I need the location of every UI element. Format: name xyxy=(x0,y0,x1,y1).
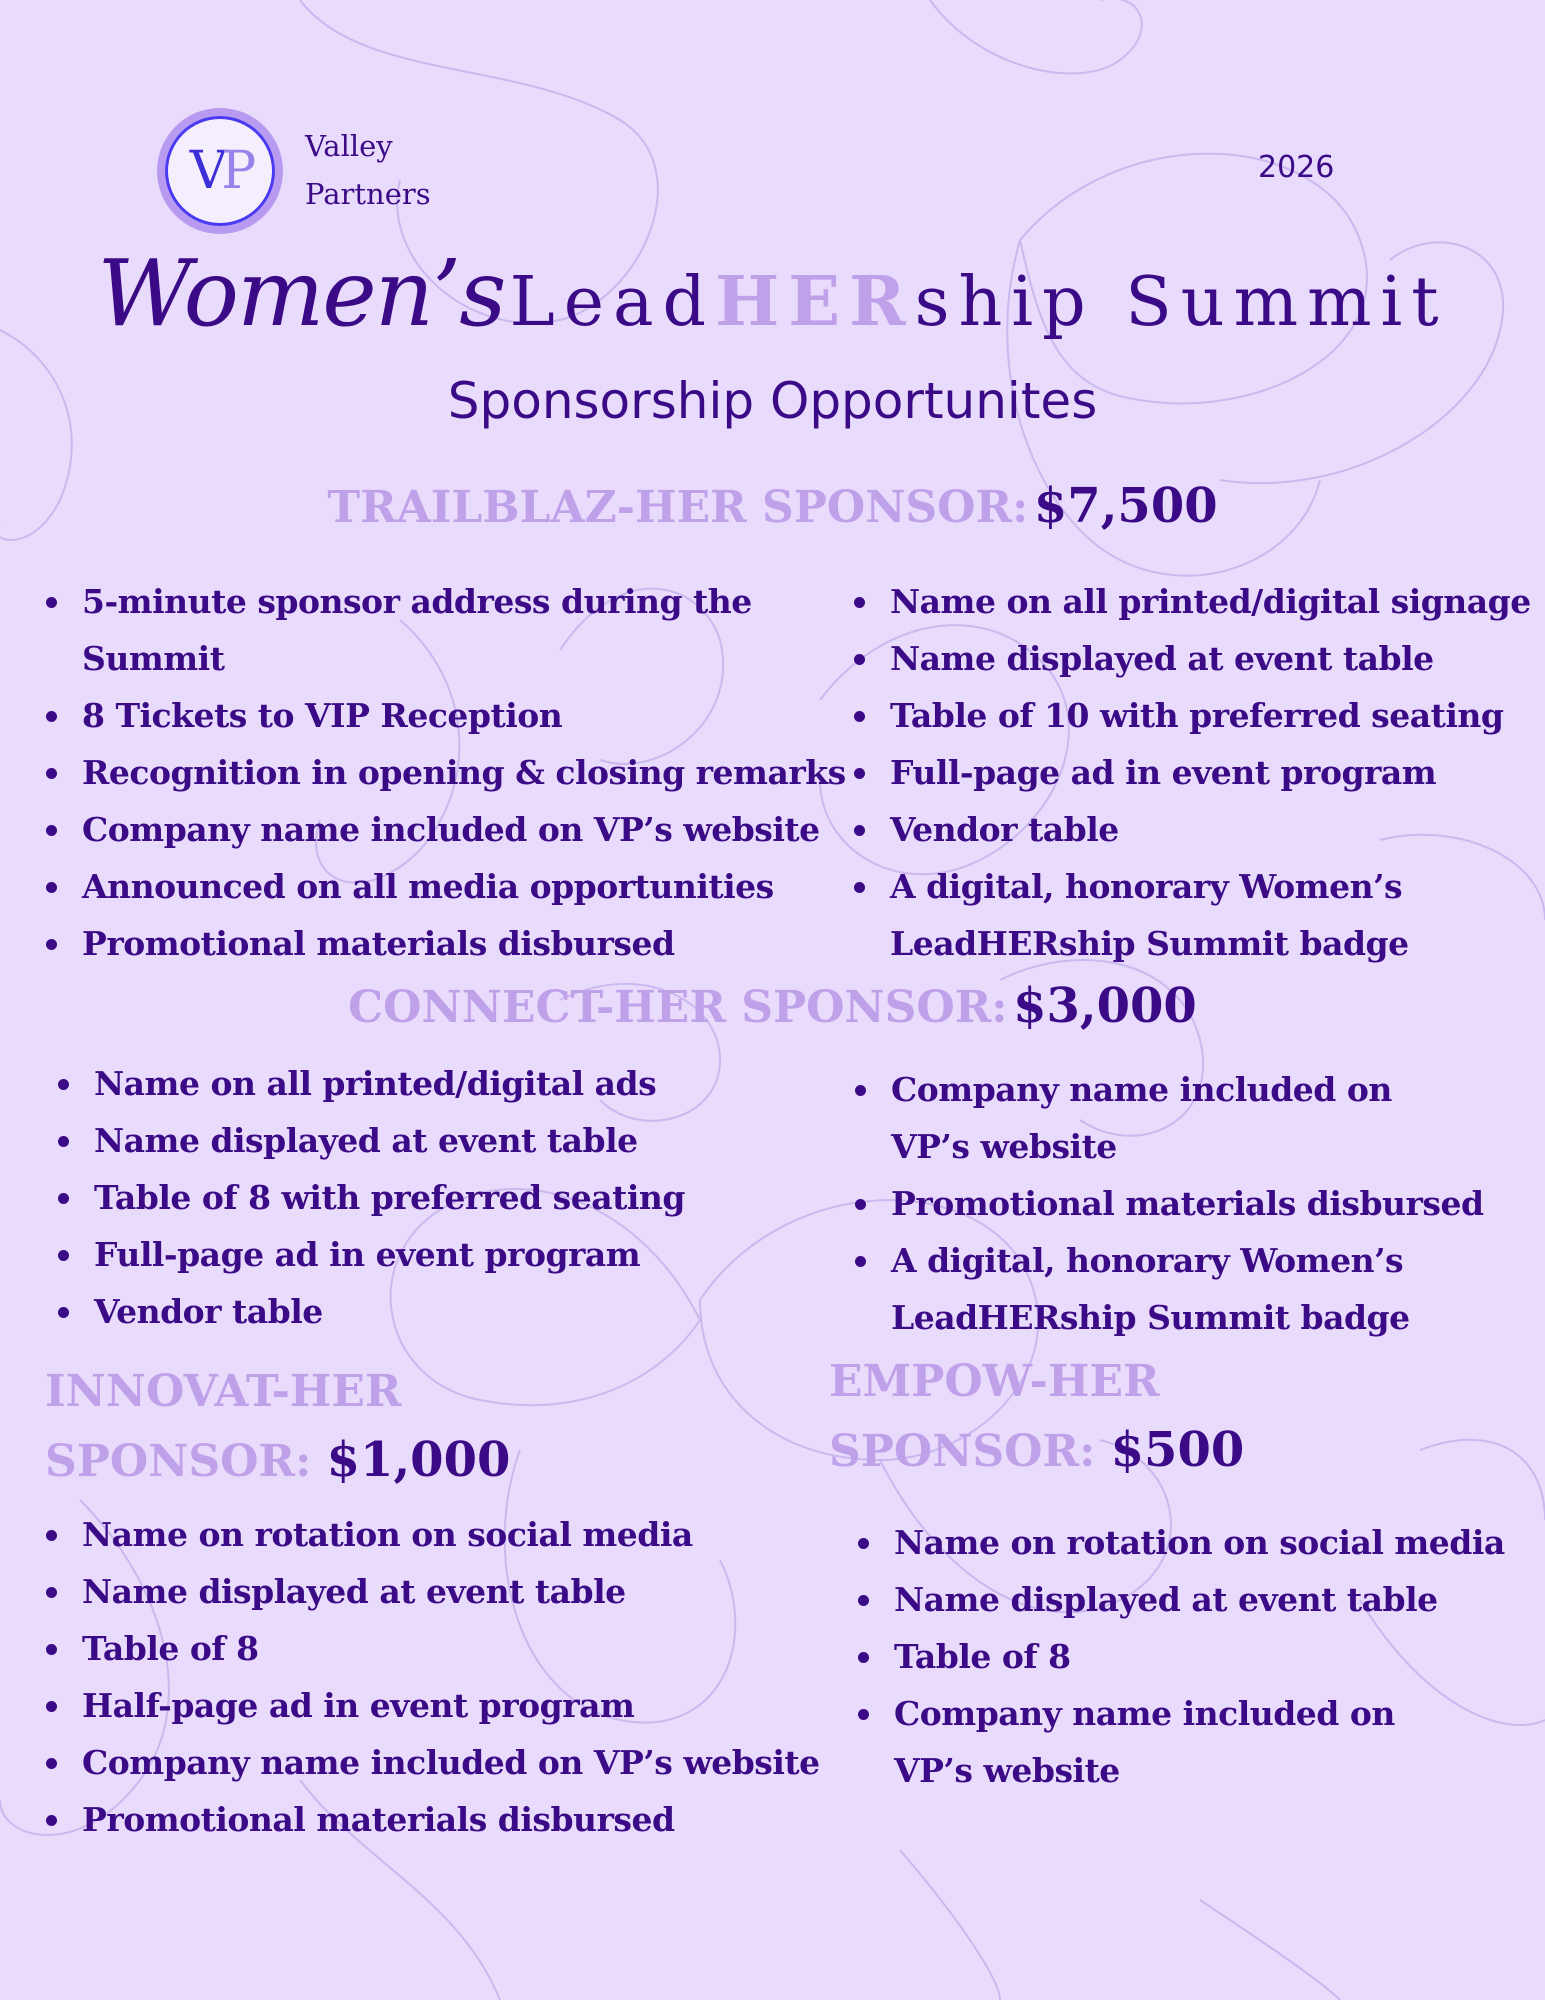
list-item: 5-minute sponsor address during the Summit xyxy=(82,573,872,687)
list-item: A digital, honorary Women’s LeadHERship Summit badge xyxy=(890,858,1430,972)
logo-monogram-v: V xyxy=(189,141,222,201)
list-item: Name on rotation on social media xyxy=(894,1514,1544,1571)
list-item: A digital, honorary Women’s LeadHERship Summit badge xyxy=(891,1232,1451,1346)
tier-price: $1,000 xyxy=(326,1432,511,1488)
list-item: Announced on all media opportunities xyxy=(82,858,872,915)
list-item: 8 Tickets to VIP Reception xyxy=(82,687,872,744)
tier-name: TRAILBLAZ-HER SPONSOR: xyxy=(327,482,1029,533)
logo-line-1: Valley xyxy=(305,129,393,163)
list-item: Full-page ad in event program xyxy=(890,744,1545,801)
list-item: Company name included on VP’s website xyxy=(894,1685,1474,1799)
list-item: Name on all printed/digital ads xyxy=(94,1055,824,1112)
list-item: Promotional materials disbursed xyxy=(82,915,872,972)
list-item: Company name included on VP’s website xyxy=(82,801,872,858)
valley-partners-logo xyxy=(157,108,283,234)
logo-wordmark xyxy=(305,122,431,218)
list-item: Name on all printed/digital signage xyxy=(890,573,1545,630)
tier-price: $3,000 xyxy=(1013,978,1197,1034)
tier-2-benefits-left xyxy=(50,1055,824,1340)
tier-2-benefits-right xyxy=(847,1061,1531,1346)
list-item: Full-page ad in event program xyxy=(94,1226,824,1283)
logo-line-2: Partners xyxy=(305,177,431,211)
title-lead: Lead xyxy=(509,263,716,342)
list-item: Company name included on VP’s website xyxy=(891,1061,1451,1175)
tier-heading-empowher xyxy=(829,1348,1244,1486)
tier-heading-trailblazher xyxy=(0,478,1545,534)
list-item: Table of 8 xyxy=(894,1628,1544,1685)
tier-4-benefits xyxy=(850,1514,1544,1799)
tier-heading-innovather xyxy=(45,1358,510,1496)
logo-monogram-circle xyxy=(165,116,275,226)
list-item: Promotional materials disbursed xyxy=(891,1175,1531,1232)
tier-name-line-1: EMPOW-HER xyxy=(829,1356,1160,1407)
title-rest: ship Summit xyxy=(914,263,1448,342)
list-item: Name on rotation on social media xyxy=(82,1506,872,1563)
title-main xyxy=(510,263,1448,342)
tier-name: CONNECT-HER SPONSOR: xyxy=(348,982,1008,1033)
title-her: HER xyxy=(715,262,915,342)
title-script: Women’s xyxy=(97,240,505,347)
tier-1-benefits-left xyxy=(38,573,872,972)
list-item: Vendor table xyxy=(890,801,1545,858)
list-item: Recognition in opening & closing remarks xyxy=(82,744,872,801)
logo-monogram xyxy=(190,141,251,201)
list-item: Table of 8 xyxy=(82,1620,872,1677)
list-item: Vendor table xyxy=(94,1283,824,1340)
list-item: Company name included on VP’s website xyxy=(82,1734,872,1791)
tier-price: $7,500 xyxy=(1033,478,1218,534)
tier-name-line-1: INNOVAT-HER xyxy=(45,1366,402,1417)
list-item: Name displayed at event table xyxy=(94,1112,824,1169)
page-title xyxy=(0,240,1545,347)
list-item: Name displayed at event table xyxy=(890,630,1545,687)
logo-monogram-p: P xyxy=(221,141,251,201)
tier-name-line-2: SPONSOR: xyxy=(829,1426,1096,1477)
list-item: Promotional materials disbursed xyxy=(82,1791,872,1848)
tier-price: $500 xyxy=(1110,1422,1245,1478)
tier-3-benefits xyxy=(38,1506,872,1848)
list-item: Name displayed at event table xyxy=(82,1563,872,1620)
list-item: Name displayed at event table xyxy=(894,1571,1544,1628)
event-year: 2026 xyxy=(1258,150,1335,185)
tier-heading-connecther xyxy=(0,978,1545,1034)
page-subtitle: Sponsorship Opportunites xyxy=(447,372,1098,430)
tier-name-line-2: SPONSOR: xyxy=(45,1436,312,1487)
list-item: Table of 10 with preferred seating xyxy=(890,687,1545,744)
tier-1-benefits-right xyxy=(846,573,1545,972)
list-item: Half-page ad in event program xyxy=(82,1677,872,1734)
list-item: Table of 8 with preferred seating xyxy=(94,1169,824,1226)
